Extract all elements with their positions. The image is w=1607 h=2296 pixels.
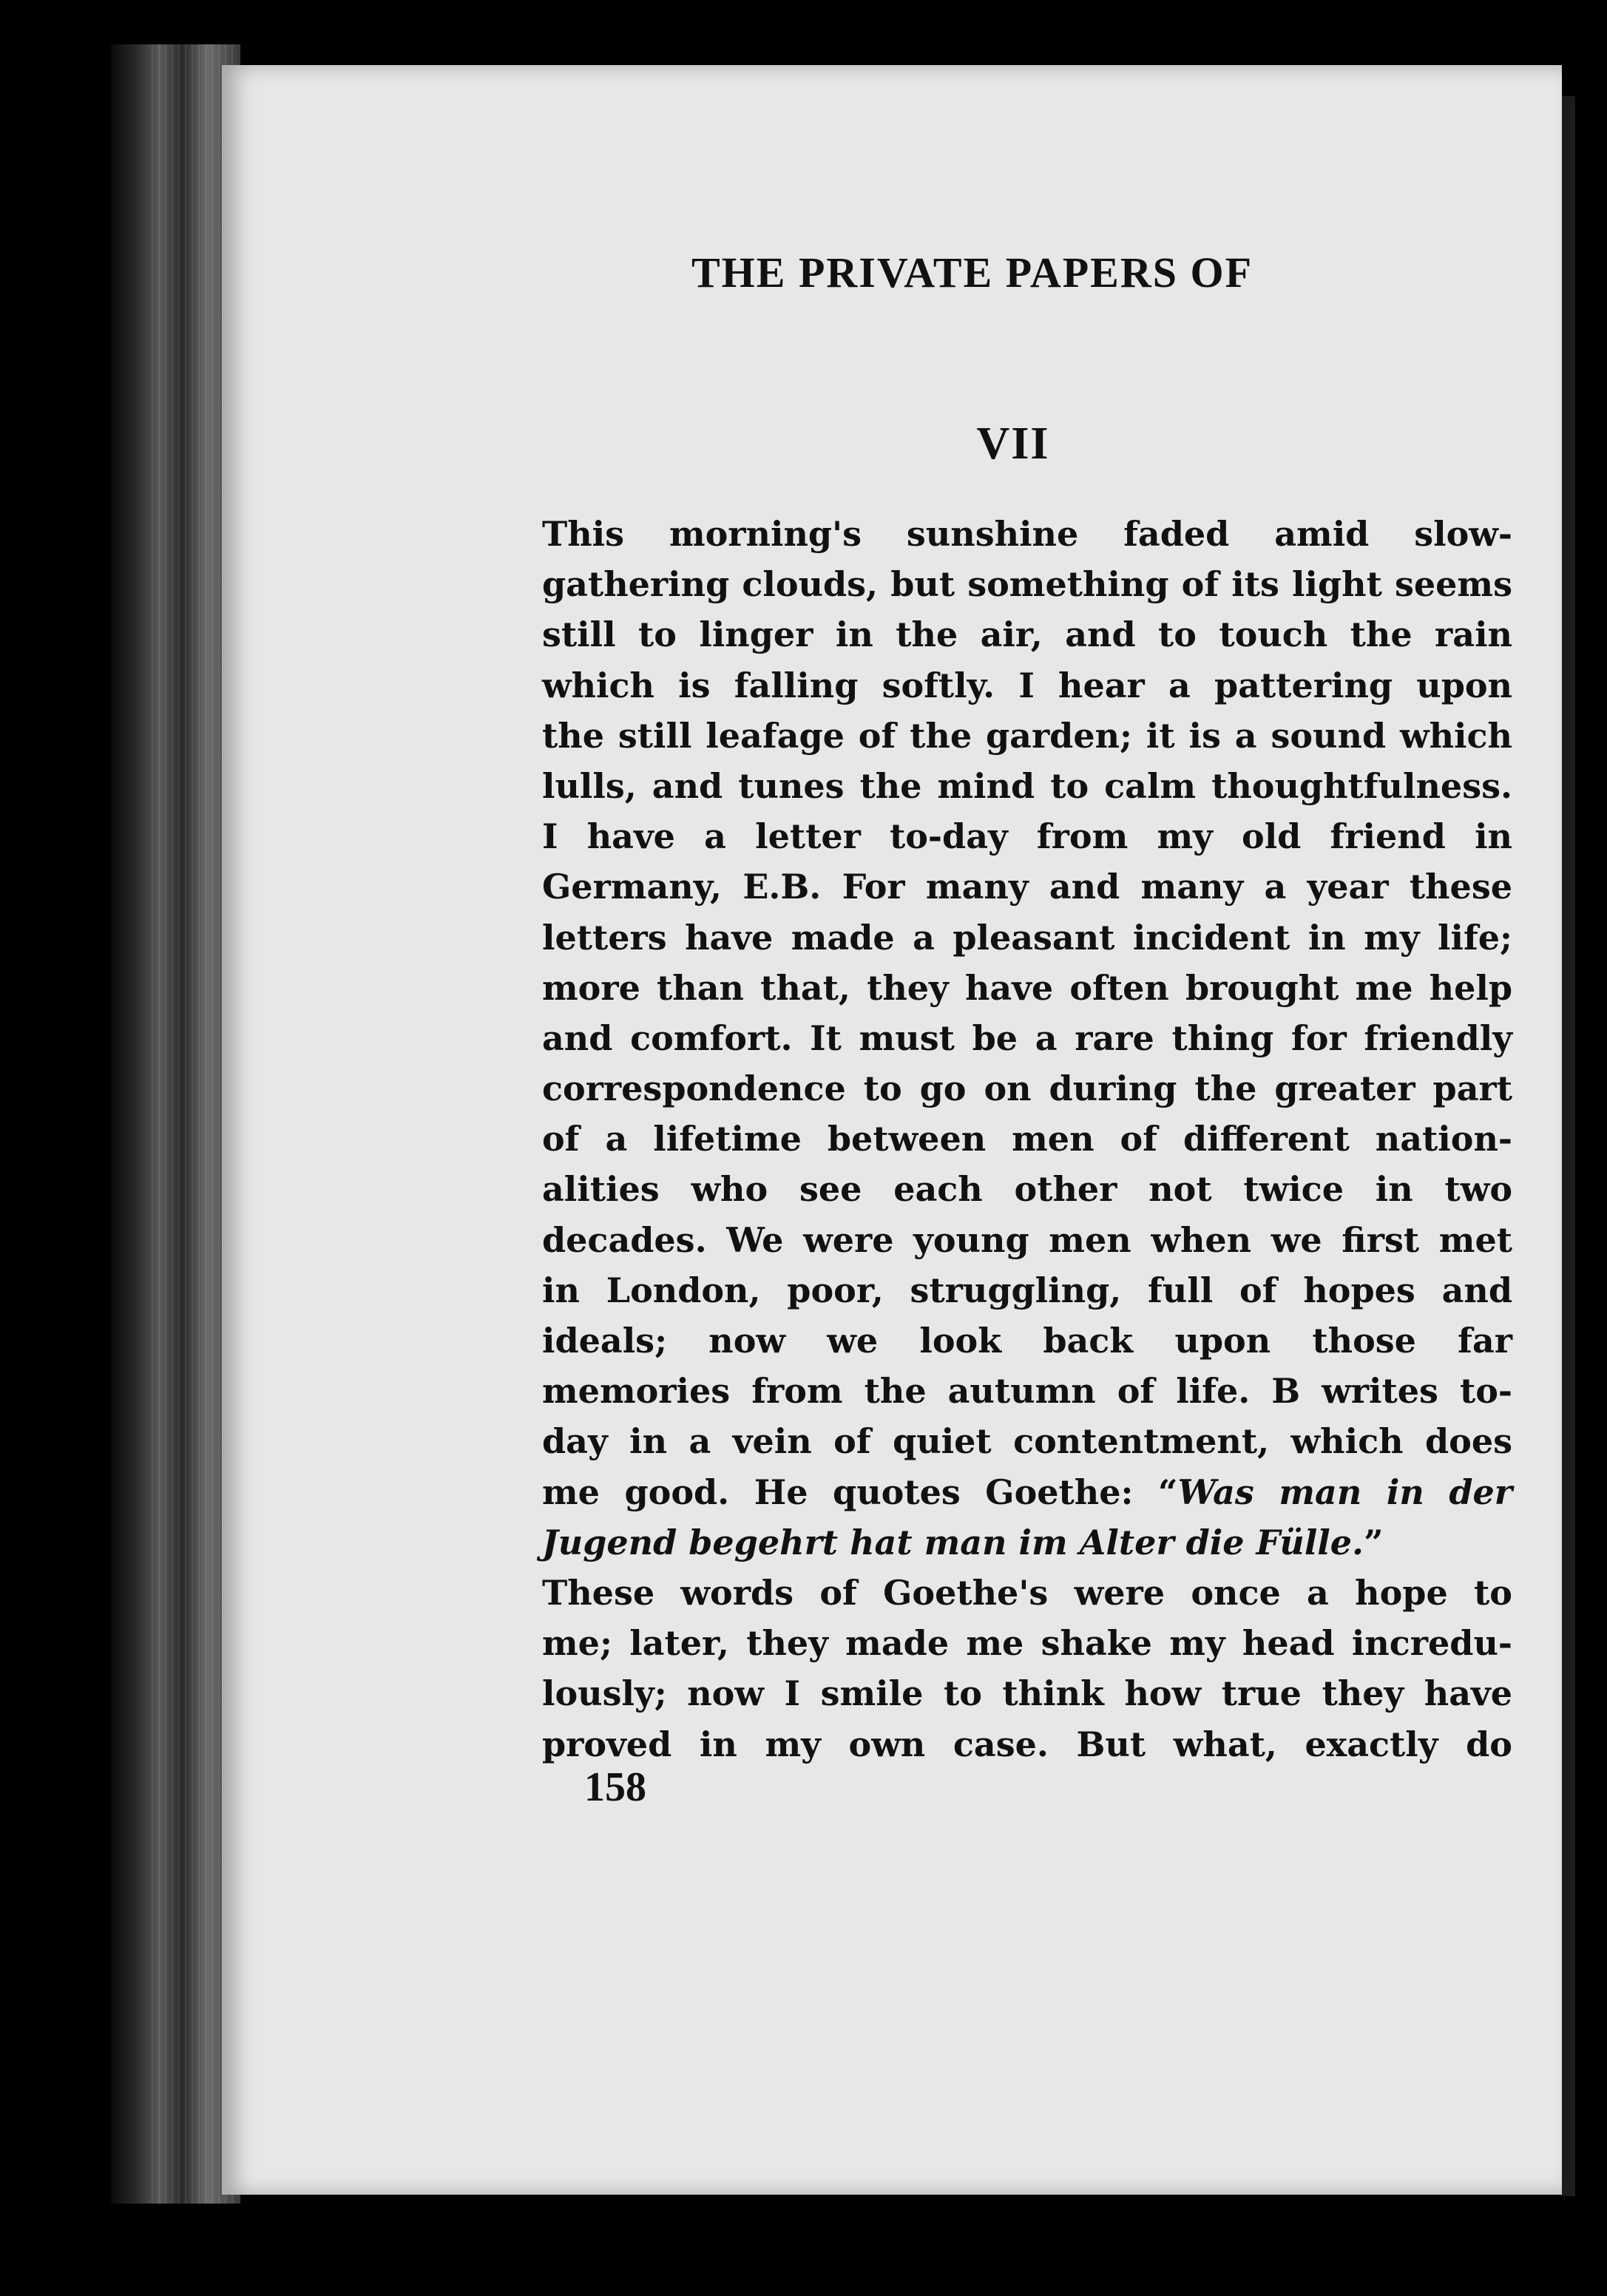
text-line: which is falling softly. I hear a pattering upon xyxy=(542,665,1512,705)
book-spine-texture xyxy=(152,44,233,2204)
running-head: THE PRIVATE PAPERS OF xyxy=(691,248,1254,297)
text-line: ideals; now we look back upon those far xyxy=(542,1321,1512,1361)
text-line: This morning's sunshine faded amid slow- xyxy=(542,514,1512,554)
text-line: memories from the autumn of life. B writes to- xyxy=(542,1371,1512,1412)
text-line: and comfort. It must be a rare thing for friendly xyxy=(542,1017,1512,1058)
text-line: of a lifetime between men of different nation- xyxy=(542,1119,1512,1159)
text-line: These words of Goethe's were once a hope to xyxy=(542,1572,1512,1613)
page-number: 158 xyxy=(584,1764,646,1810)
text-line: I have a letter to-day from my old friend in xyxy=(542,816,1512,857)
quote-intro-text: me good. He quotes Goethe: “ xyxy=(542,1472,1178,1512)
text-line: the still leafage of the garden; it is a sound which xyxy=(542,715,1512,756)
text-line: lulls, and tunes the mind to calm thoughtfulness. xyxy=(542,765,1512,806)
text-line: day in a vein of quiet contentment, which does xyxy=(542,1421,1512,1462)
text-line: me; later, they made me shake my head incredu- xyxy=(542,1623,1512,1664)
text-line: letters have made a pleasant incident in my life; xyxy=(542,917,1512,958)
page-right-edge xyxy=(1562,96,1575,2196)
text-line: alities who see each other not twice in two xyxy=(542,1169,1512,1210)
text-line: gathering clouds, but something of its light seems xyxy=(542,564,1512,605)
quote-intro-line xyxy=(542,1467,1512,1517)
text-line: Germany, E.B. For many and many a year these xyxy=(542,867,1512,907)
text-line: in London, poor, struggling, full of hopes and xyxy=(542,1270,1512,1310)
text-line: lously; now I smile to think how true they have xyxy=(542,1673,1512,1714)
text-line: correspondence to go on during the greater part xyxy=(542,1069,1512,1109)
text-line: still to linger in the air, and to touch the rain xyxy=(542,614,1512,655)
quote-line xyxy=(542,1517,1512,1568)
text-line: decades. We were young men when we first met xyxy=(542,1219,1512,1260)
body-text xyxy=(542,509,1512,1770)
quote-text-end: Jugend begehrt hat man im Alter die Fülle. xyxy=(542,1522,1364,1562)
text-line: proved in my own case. But what, exactly do xyxy=(542,1724,1512,1764)
chapter-number: VII xyxy=(976,419,1050,469)
text-line: more than that, they have often brought me help xyxy=(542,967,1512,1008)
quote-text-start: Was man in der xyxy=(1177,1472,1512,1512)
quote-close-mark: ” xyxy=(1364,1522,1384,1562)
